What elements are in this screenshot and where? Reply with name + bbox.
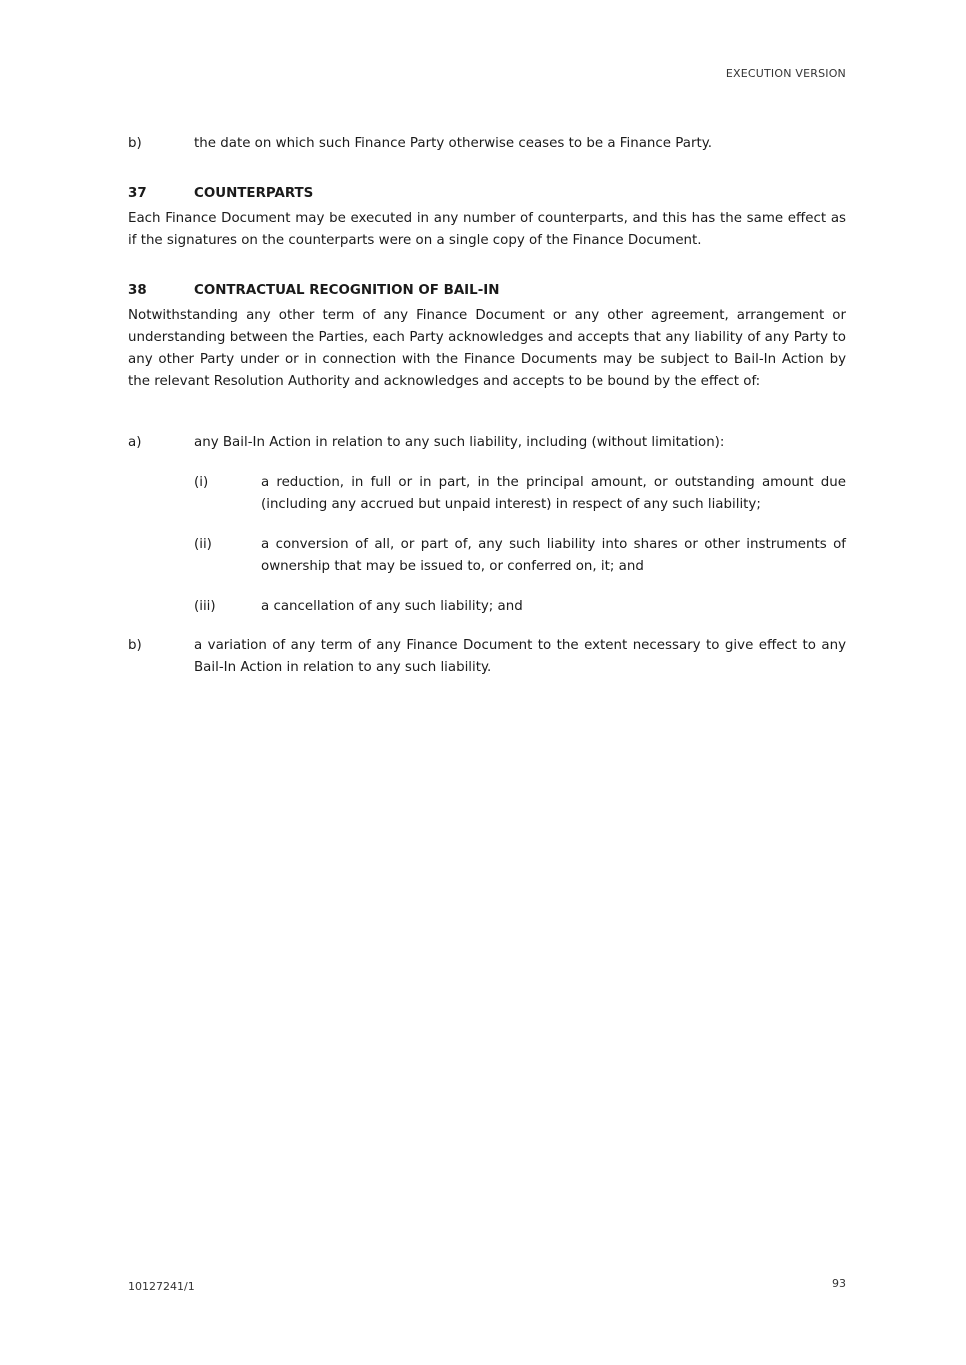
list-item-text: the date on which such Finance Party otherwise ceases to be a Finance Party. — [194, 136, 712, 151]
section-number: 37 — [128, 186, 147, 201]
document-reference: 10127241/1 — [128, 1280, 195, 1293]
sub-marker: (ii) — [194, 537, 212, 552]
list-marker: a) — [128, 435, 142, 450]
list-marker: b) — [128, 638, 142, 653]
page-number: 93 — [832, 1277, 846, 1290]
execution-version-label: EXECUTION VERSION — [725, 67, 846, 80]
sub-item-text: a conversion of all, or part of, any such liability into shares or other instruments of ownership that may be issued to, or conferred on, it; and — [261, 537, 846, 574]
sub-marker: (i) — [194, 475, 209, 490]
section-38-body: Notwithstanding any other term of any Finance Document or any other agreement, arrangement or understanding between the Parties, each Party acknowledges and accepts that any liability of any Party to any other Party under or in connection with the Finance Documents may be subject to Bail-In Action by the relevant Resolution Authority and acknowledges and accepts to be bound by the effect of: — [128, 308, 846, 389]
section-number: 38 — [128, 283, 147, 298]
sub-item-i — [194, 472, 846, 516]
list-item-text: a variation of any term of any Finance Document to the extent necessary to give effect to any Bail-In Action in relation to any such liability. — [194, 638, 846, 675]
section-title: COUNTERPARTS — [194, 186, 314, 201]
list-item-b — [128, 635, 846, 679]
list-item-b-top — [128, 133, 846, 155]
list-marker: b) — [128, 136, 142, 151]
sub-item-iii — [194, 596, 846, 618]
sub-item-text: a cancellation of any such liability; and — [261, 599, 523, 614]
section-title: CONTRACTUAL RECOGNITION OF BAIL-IN — [194, 283, 500, 298]
list-item-text: any Bail-In Action in relation to any such liability, including (without limitation): — [194, 435, 725, 450]
list-item-a — [128, 432, 846, 454]
sub-item-ii — [194, 534, 846, 578]
sub-item-text: a reduction, in full or in part, in the principal amount, or outstanding amount due (including any accrued but unpaid interest) in respect of any such liability; — [261, 475, 846, 512]
section-37-body: Each Finance Document may be executed in any number of counterparts, and this has the same effect as if the signatures on the counterparts were on a single copy of the Finance Document. — [128, 211, 846, 248]
sub-marker: (iii) — [194, 599, 216, 614]
